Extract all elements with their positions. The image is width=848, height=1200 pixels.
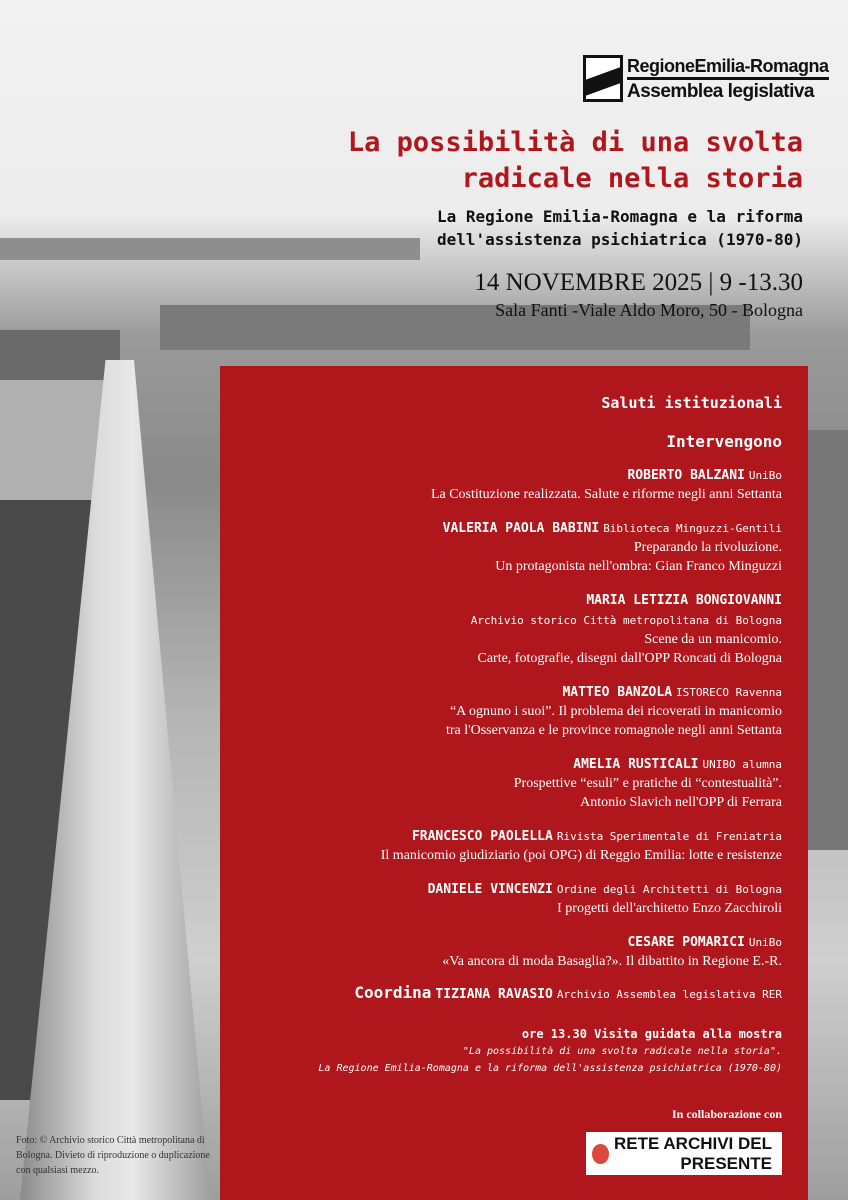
page-title: La possibilità di una svolta radicale nella storia <box>347 127 803 194</box>
photo-credit: Foto: © Archivio storico Città metropolitana di Bologna. Divieto di riproduzione o duplicazione con qualsiasi mezzo. <box>16 1135 210 1176</box>
speaker-affiliation: Biblioteca Minguzzi-Gentili <box>603 522 782 535</box>
subtitle: La Regione Emilia-Romagna e la riforma dell'assistenza psichiatrica (1970-80) <box>436 207 803 249</box>
logo-line1: RegioneEmilia-Romagna <box>627 55 829 80</box>
speaker-item <box>220 590 782 668</box>
program-panel <box>220 366 808 1200</box>
collab-label: In collaborazione con <box>672 1107 782 1121</box>
intervengono-heading: Intervengono <box>666 432 782 451</box>
speaker-item <box>220 879 782 918</box>
talk-title: Antonio Slavich nell'OPP di Ferrara <box>580 795 782 810</box>
talk-title: Prospettive “esuli” e pratiche di “contestualità”. <box>513 776 782 791</box>
talk-title: Un protagonista nell'ombra: Gian Franco Minguzzi <box>495 559 782 574</box>
speaker-affiliation: ISTORECO Ravenna <box>676 686 782 699</box>
speaker-name: CESARE POMARICI <box>627 935 745 950</box>
speaker-affiliation: UNIBO alumna <box>702 758 782 771</box>
speaker-list <box>220 465 782 971</box>
talk-title: Scene da un manicomio. <box>644 632 782 647</box>
speaker-affiliation: UniBo <box>748 469 782 482</box>
speaker-affiliation: UniBo <box>748 936 782 949</box>
speaker-name: MARIA LETIZIA BONGIOVANNI <box>586 593 782 608</box>
speaker-name: AMELIA RUSTICALI <box>573 757 699 772</box>
logo-mark-icon <box>583 55 623 102</box>
partner-logo: RETE ARCHIVI DEL PRESENTE <box>586 1132 782 1175</box>
talk-title: tra l'Osservanza e le province romagnole negli anni Settanta <box>445 723 782 738</box>
visit-info: ore 13.30 Visita guidata alla mostra "La possibilità di una svolta radicale nella storia". La Regione Emilia-Romagna e la riforma dell'assistenza psichiatrica (1970-80) <box>318 1027 782 1074</box>
speaker-name: FRANCESCO PAOLELLA <box>411 829 553 844</box>
speaker-item <box>220 826 782 865</box>
logo <box>583 55 829 103</box>
speaker-affiliation: Rivista Sperimentale di Freniatria <box>556 830 782 843</box>
speaker-item <box>220 682 782 740</box>
saluti-heading: Saluti istituzionali <box>601 394 782 412</box>
speaker-affiliation: Ordine degli Architetti di Bologna <box>556 883 782 896</box>
talk-title: Preparando la rivoluzione. <box>633 540 782 555</box>
speaker-name: VALERIA PAOLA BABINI <box>442 521 600 536</box>
speaker-item <box>220 754 782 812</box>
talk-title: «Va ancora di moda Basaglia?». Il dibattito in Regione E.-R. <box>442 954 782 969</box>
speaker-name: DANIELE VINCENZI <box>427 882 553 897</box>
event-date: 14 NOVEMBRE 2025 | 9 -13.30 <box>474 269 803 296</box>
speaker-item <box>220 932 782 971</box>
talk-title: Il manicomio giudiziario (poi OPG) di Reggio Emilia: lotte e resistenze <box>380 848 782 863</box>
speaker-name: ROBERTO BALZANI <box>627 468 745 483</box>
coordinator: Coordina TIZIANA RAVASIO Archivio Assemblea legislativa RER <box>354 983 782 1002</box>
event-venue: Sala Fanti -Viale Aldo Moro, 50 - Bologna <box>495 300 803 320</box>
speaker-item <box>220 518 782 576</box>
logo-line2: Assemblea legislativa <box>627 81 814 102</box>
talk-title: “A ognuno i suoi”. Il problema dei ricoverati in manicomio <box>449 704 782 719</box>
talk-title: La Costituzione realizzata. Salute e riforme negli anni Settanta <box>430 487 782 502</box>
speaker-name: MATTEO BANZOLA <box>562 685 673 700</box>
talk-title: I progetti dell'architetto Enzo Zacchiroli <box>557 901 782 916</box>
speaker-item <box>220 465 782 504</box>
talk-title: Carte, fotografie, disegni dall'OPP Roncati di Bologna <box>477 651 782 666</box>
speaker-affiliation: Archivio storico Città metropolitana di Bologna <box>470 614 782 627</box>
